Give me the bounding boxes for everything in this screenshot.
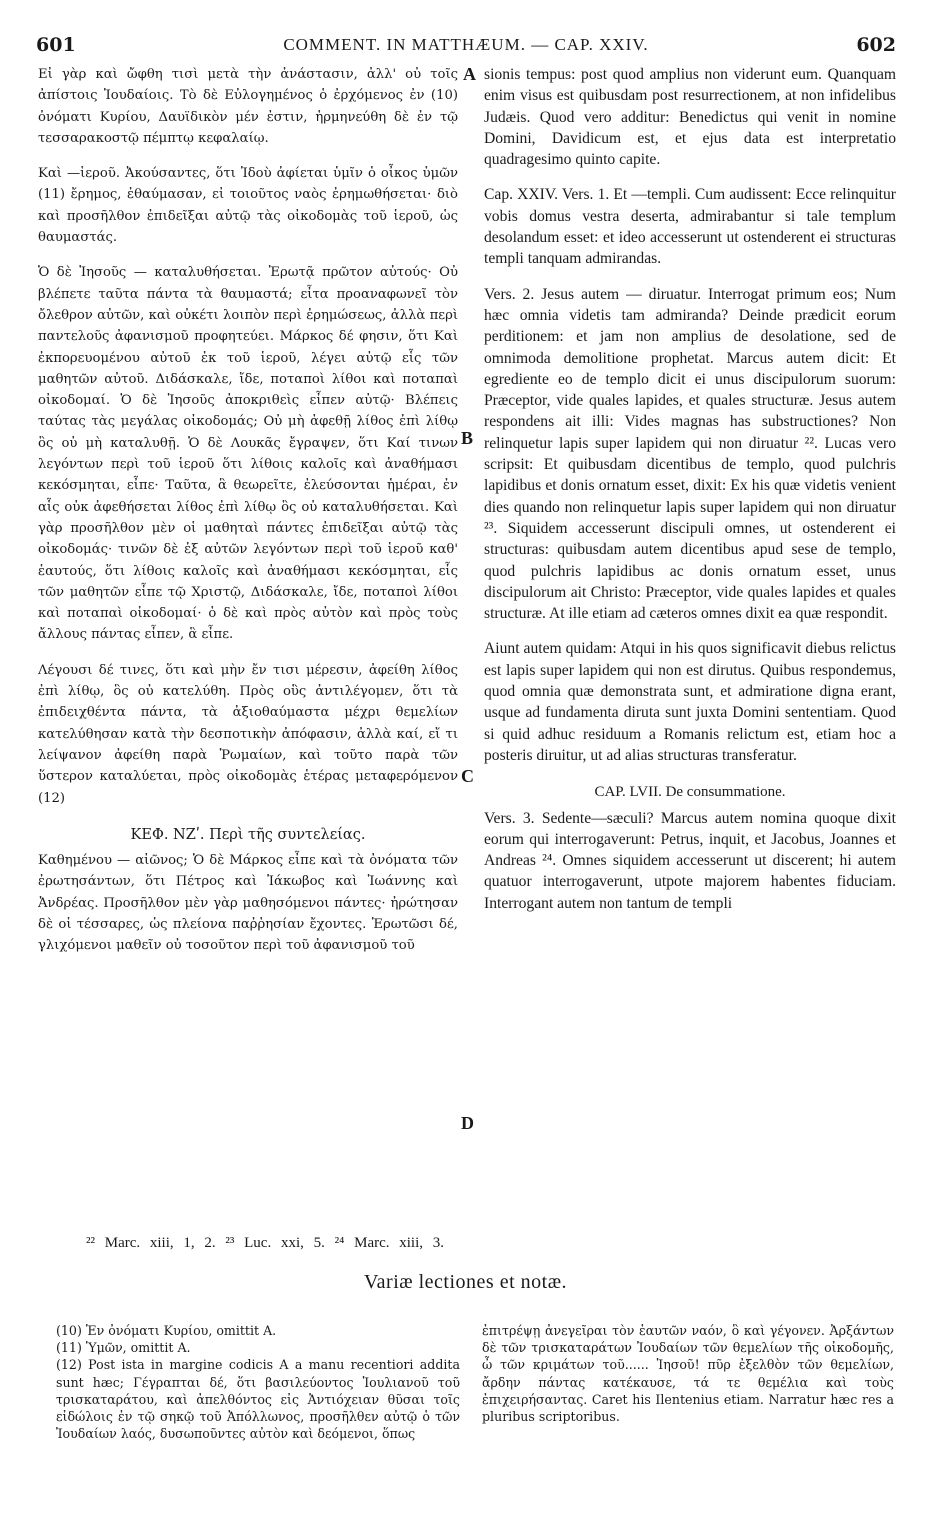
greek-paragraph: Καθημένου — αἰῶνος; Ὁ δὲ Μάρκος εἶπε καὶ τὰ ὀνόματα τῶν ἐρωτησάντων, ὅτι Πέτρος καὶ Ἰάκωβος καὶ Ἰωάννης καὶ Ἀνδρέας. Προσῆλθον μὲν γὰρ μαθησόμενοι πάντες· ἠρώτησαν δὲ οἱ τέσσαρες, ὡς πλείονα παῤῥησίαν ἔχοντες. Ἐρωτῶσι δέ, γλιχόμενοι μαθεῖν οὐ τοσοῦτον περὶ τοῦ ἀφανισμοῦ τοῦ [38,853,458,954]
margin-letter-b: B [461,428,474,448]
variae-note: (10) Ἐν ὀνόματι Κυρίου, omittit A. [56,1323,277,1338]
variae-note: (12) Post ista in margine codicis A a manu recentiori addita sunt hæc; Γέγραπται δέ, ὅτι βασιλεύοντος Ἰουλιανοῦ τοῦ τρισκαταράτου, καὶ ἀπελθόντος εἰς Ἀντιόχειαν θῦσαι τοῖς εἰδώλοις ἐν τῷ σηκῷ τοῦ Ἀπόλλωνος, προσῆλθεν αὐτῷ ὁ τῶν Ἰουδαίων λαός, δυσωποῦντες αὐτὸν καὶ δεόμενοι, ὅπως [56,1357,460,1442]
greek-chapter-heading: ΚΕΦ. ΝΖʹ. Περὶ τῆς συντελείας. [130,826,366,843]
variae-note-continuation: ἐπιτρέψῃ ἀνεγεῖραι τὸν ἑαυτῶν ναόν, ὃ καὶ γέγονεν. Ἀρξάντων δὲ τῶν τρισκαταράτων Ἰουδαίων τῶν θεμελίων τῆς οἰκοδομῆς, ὦ τῶν κριμάτων τοῦ...... Ἰησοῦ! πῦρ ἐξελθὸν τῶν θεμελίων, ἄρδην πάντας κατέκαυσε, τά τε θεμέλια καὶ τοὺς ἐπιχειρήσαντας. Caret his Ilentenius etiam. Narratur hæc res a pluribus scriptoribus. [482,1323,894,1425]
greek-paragraph: Εἰ γὰρ καὶ ὤφθη τισὶ μετὰ τὴν ἀνάστασιν, ἀλλ' οὐ τοῖς ἀπίστοις Ἰουδαίοις. Τὸ δὲ Εὐλογημένος ὁ ἐρχόμενος ἐν (10) ὀνόματι Κυρίου, Δαυϊδικὸν μέν ἐστιν, ἡρμηνεύθη δὲ ἐν τῷ τεσσαρακοστῷ πέμπτῳ κεφαλαίῳ. [38,67,458,146]
variae-heading: Variæ lectiones et notæ. [363,1271,568,1293]
margin-letter-a: A [463,64,476,84]
page-number-left: 601 [36,34,76,56]
latin-paragraph: Vers. 2. Jesus autem — diruatur. Interrogat primum eos; Num hæc omnia videtis tam admiranda? Deinde prædicit eorum perditionem: et jam non amplius de desolatione, sed de omnimoda demolitione prophetat. Marcus autem dicit: Et egrediente eo de templo dicit ei unus discipulorum suorum: Præceptor, vide quales lapides, et quales structuræ. Jesus autem respondens ait illi: Vides magnas has substructiones? Non relinquetur lapis super lapidem qui non diruatur ²². Lucas vero scripsit: Et quibusdam dicentibus de templo, quod pulchris lapidibus et donis ornatum esset, dixit: Ex his quæ videtis venient dies quando non relinquetur lapis super lapidem qui non diruatur ²³. Siquidem accesserunt discipuli omnes, ut ostenderent ei structuras: quibusdam autem dicentibus apud sese de templo, quod pulchris lapidibus ac donis ornatum esset, unus discipulorum ait Christo: Præceptor, vide quales lapides et quales structuræ. At ille etiam ad cæteros omnes dixit ea quæ respondit. [484,285,896,623]
latin-paragraph: Cap. XXIV. Vers. 1. Et —templi. Cum audissent: Ecce relinquitur vobis domus vestra deserta, admirabantur si tale templum desolandum esset: et ideo accesserunt ut ostenderent ei structuras templi tanquam admirandas. [484,186,896,268]
variae-note: (11) Ὑμῶν, omittit A. [56,1340,191,1356]
latin-paragraph: Aiunt autem quidam: Atqui in his quos significavit diebus relictus est lapis super lapidem qui non est dirutus. Quibus respondemus, quod omnia quæ demonstrata sunt, et admiratione digna erant, usque ad fundamenta diruta sunt juxta Domini sententiam. Quod si quid adhuc residuum a Romanis relictum est, etiam hoc a posteris diruitur, ut ad alias structuras transferatur. [484,640,896,764]
latin-paragraph: sionis tempus: post quod amplius non viderunt eum. Quanquam enim visus est quibusdam post resurrectionem, at non infidelibus Judæis. Quod vero additur: Benedictus qui venit in nomine Domini, Davidicum est, et ejus data est interpretatio quadragesimo quinto capite. [484,66,896,169]
footnotes: ²² Marc. xiii, 1, 2. ²³ Luc. xxi, 5. ²⁴ Marc. xiii, 3. [86,1235,445,1251]
page-number-right: 602 [856,34,896,56]
variae-right-column [482,1322,894,1425]
margin-letter-d: D [461,1113,474,1133]
running-header [36,34,896,62]
margin-letter-c: C [461,766,474,786]
running-title: COMMENT. IN MATTHÆUM. — CAP. XXIV. [283,35,649,54]
greek-paragraph: Ὁ δὲ Ἰησοῦς — καταλυθήσεται. Ἐρωτᾷ πρῶτον αὐτούς· Οὐ βλέπετε ταῦτα πάντα τὰ θαυμαστά; εἶτα προαναφωνεῖ τὸν ὄλεθρον αὐτῶν, καὶ οὐκέτι λοιπὸν περὶ ἐρημώσεως, ἀλλὰ περὶ παντελοῦς ἀφανισμοῦ προφητεύει. Μάρκος δέ φησιν, ὅτι Καὶ ἐκπορευομένου αὐτοῦ ἐκ τοῦ ἱεροῦ, λέγει αὐτῷ εἷς τῶν μαθητῶν αὐτοῦ. Διδάσκαλε, ἴδε, ποταποὶ λίθοι καὶ ποταπαὶ οἰκοδομαί. Ὁ δὲ Ἰησοῦς ἀποκριθεὶς εἶπεν αὐτῷ· Βλέπεις ταύτας τὰς μεγάλας οἰκοδομάς; Οὐ μὴ ἀφεθῇ λίθος ἐπὶ λίθῳ ὃς οὐ μὴ καταλυθῇ. Ὁ δὲ Λουκᾶς ἔγραψεν, ὅτι Καί τινων λεγόντων περὶ τοῦ ἱεροῦ ὅτι λίθοις καλοῖς καὶ ἀναθήμασι κεκόσμηται, εἶπε· Ταῦτα, ἃ θεωρεῖτε, ἐλεύσονται ἡμέραι, ἐν αἷς οὐκ ἀφεθήσεται λίθος ἐπὶ λίθῳ ὃς οὐ καταλυθήσεται. Καὶ γὰρ προσῆλθον μὲν οἱ μαθηταὶ πάντες ἐπιδεῖξαι αὐτῷ τὰς οἰκοδομάς· τινῶν δὲ ἐξ αὐτῶν λεγόντων περὶ τοῦ ἱεροῦ καθ' ἑαυτούς, ὅτι λίθοις καλοῖς καὶ ἀναθήμασι κεκόσμηται, εἷς τῶν μαθητῶν εἶπε τῷ Χριστῷ, Διδάσκαλε, ἴδε, ποταποὶ λίθοι καὶ ποταπαὶ οἰκοδομαί· ὁ δὲ καὶ πρὸς αὐτὸν καὶ πρὸς τοὺς ἄλλους πάντας εἶπεν, ἃ εἶπε. [38,265,458,643]
greek-paragraph: Λέγουσι δέ τινες, ὅτι καὶ μὴν ἔν τισι μέρεσιν, ἀφείθη λίθος ἐπὶ λίθῳ, ὃς οὐ κατελύθη. Πρὸς οὓς ἀντιλέγομεν, ὅτι τὰ ἐπιδειχθέντα πάντα, τὰ ἀξιοθαύμαστα μέχρι θεμελίων κατελύθησαν κατὰ τὴν δεσποτικὴν ἀπόφασιν, ἀλλὰ καί, εἴ τι λείψανον ἀφείθη παρὰ Ῥωμαίων, καὶ τοῦτο παρὰ τῶν ὕστερον καταλύεται, πρὸς οἰκοδομὰς ἑτέρας μεταφερόμενον (12) [38,662,458,806]
latin-paragraph: Vers. 3. Sedente—sæculi? Marcus autem nomina quoque dixit eorum qui interrogaverunt: Petrus, inquit, et Jacobus, Joannes et Andreas ²⁴. Omnes siquidem accesserunt ut discerent; hi autem quatuor interrogaverunt, utpote majorem habentes fiduciam. Interrogant autem non tantum de templi [484,809,896,912]
latin-chapter-heading: CAP. LVII. De consummatione. [594,784,786,801]
variae-left-column [56,1322,460,1442]
latin-column [484,64,896,918]
greek-column [38,64,458,961]
greek-paragraph: Καὶ —ἱεροῦ. Ἀκούσαντες, ὅτι Ἰδοὺ ἀφίεται ὑμῖν ὁ οἶκος ὑμῶν (11) ἔρημος, ἐθαύμασαν, εἰ τοιοῦτος ναὸς ἐρημωθήσεται· διὸ καὶ προσῆλθον ἐπιδεῖξαι αὐτῷ τὰς οἰκοδομὰς τοῦ ἱεροῦ, ὡς θαυμαστάς. [38,166,458,246]
